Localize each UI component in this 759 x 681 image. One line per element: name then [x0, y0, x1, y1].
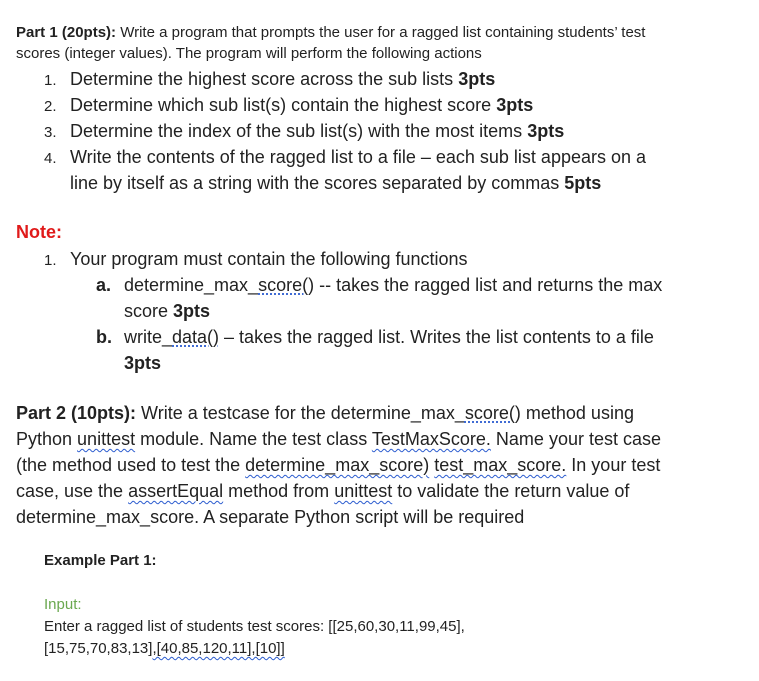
- input-label: Input:: [44, 596, 82, 613]
- sub-letter: a.: [96, 275, 112, 295]
- text: determine_max_score. A separate Python script will be required: [16, 507, 525, 527]
- points-label: 3pts: [173, 301, 211, 321]
- points-label: 3pts: [458, 69, 496, 89]
- text: TestMaxScore.: [371, 429, 491, 449]
- list-number: 1.: [44, 252, 57, 269]
- text: [15,75,70,83,13]: [44, 640, 153, 657]
- list-item: [44, 118, 564, 146]
- text: method using: [520, 403, 634, 423]
- list-item: [44, 246, 468, 274]
- list-text: Determine which sub list(s) contain the highest score: [70, 95, 497, 115]
- list-text: line by itself as a string with the scores separated by commas: [70, 173, 565, 193]
- part2-line-1: [16, 400, 634, 426]
- list-item: [44, 92, 533, 120]
- list-item: [44, 144, 646, 172]
- list-number: 2.: [44, 98, 57, 115]
- function-item-a-cont: [124, 298, 210, 324]
- part2-line-3: [16, 452, 660, 478]
- text: In your test: [566, 455, 661, 475]
- text: Name your test case: [490, 429, 661, 449]
- function-name: determine_max_: [124, 275, 259, 295]
- function-item-b: [96, 324, 654, 350]
- points-label: 3pts: [496, 95, 534, 115]
- function-name: write_: [124, 327, 173, 347]
- example-heading: Example Part 1:: [44, 552, 157, 569]
- function-desc: – takes the ragged list. Writes the list contents to a file: [219, 327, 654, 347]
- function-desc: -- takes the ragged list and returns the max: [314, 275, 663, 295]
- text: (the method used to test the: [16, 455, 246, 475]
- text: to validate the return value of: [392, 481, 630, 501]
- list-text: Your program must contain the following functions: [70, 249, 468, 269]
- points-label: 3pts: [527, 121, 565, 141]
- list-text: Determine the index of the sub list(s) with the most items: [70, 121, 528, 141]
- list-text: Determine the highest score across the sub lists: [70, 69, 459, 89]
- text: test_max_score.: [434, 455, 567, 475]
- sub-letter: b.: [96, 327, 112, 347]
- text: module. Name the test class: [135, 429, 372, 449]
- part1-intro: [16, 22, 751, 64]
- text: method from: [223, 481, 335, 501]
- list-number: 4.: [44, 150, 57, 167]
- part2-heading: Part 2 (10pts):: [16, 403, 137, 423]
- text: Enter a ragged list of students test scores: [[25,60,30,11,99,45],: [44, 618, 465, 635]
- list-number: 3.: [44, 124, 57, 141]
- function-name-suffix: data(): [172, 327, 220, 347]
- part2-line-5: [16, 504, 524, 530]
- text: unittest: [334, 481, 393, 501]
- text: Write a testcase for the determine_max_: [136, 403, 465, 423]
- part1-heading: Part 1 (20pts):: [16, 24, 117, 41]
- part2-line-4: [16, 478, 629, 504]
- points-label: 5pts: [564, 173, 602, 193]
- part1-intro-a: Write a program that prompts the user for a ragged list containing students’ test: [116, 24, 646, 41]
- list-number: 1.: [44, 72, 57, 89]
- list-text: Write the contents of the ragged list to a file – each sub list appears on a: [70, 147, 647, 167]
- part1-intro-b: scores (integer values). The program will perform the following actions: [16, 45, 482, 62]
- text: case, use the: [16, 481, 129, 501]
- function-name-suffix: score(): [258, 275, 315, 295]
- function-desc: score: [124, 301, 174, 321]
- text: determine_max_score): [245, 455, 430, 475]
- function-item-b-cont: [124, 350, 161, 376]
- list-item: [44, 66, 495, 94]
- text: unittest: [77, 429, 136, 449]
- part2-line-2: [16, 426, 661, 452]
- points-label: 3pts: [124, 353, 162, 373]
- input-line-1: [44, 618, 465, 635]
- input-line-2: [44, 640, 285, 657]
- text: ,[40,85,120,11],[10]]: [152, 640, 285, 657]
- text: Python: [16, 429, 78, 449]
- text: assertEqual: [128, 481, 224, 501]
- note-label: Note:: [16, 222, 62, 242]
- function-item-a: [96, 272, 662, 298]
- text: score(): [464, 403, 521, 423]
- list-item-continuation: [70, 170, 601, 196]
